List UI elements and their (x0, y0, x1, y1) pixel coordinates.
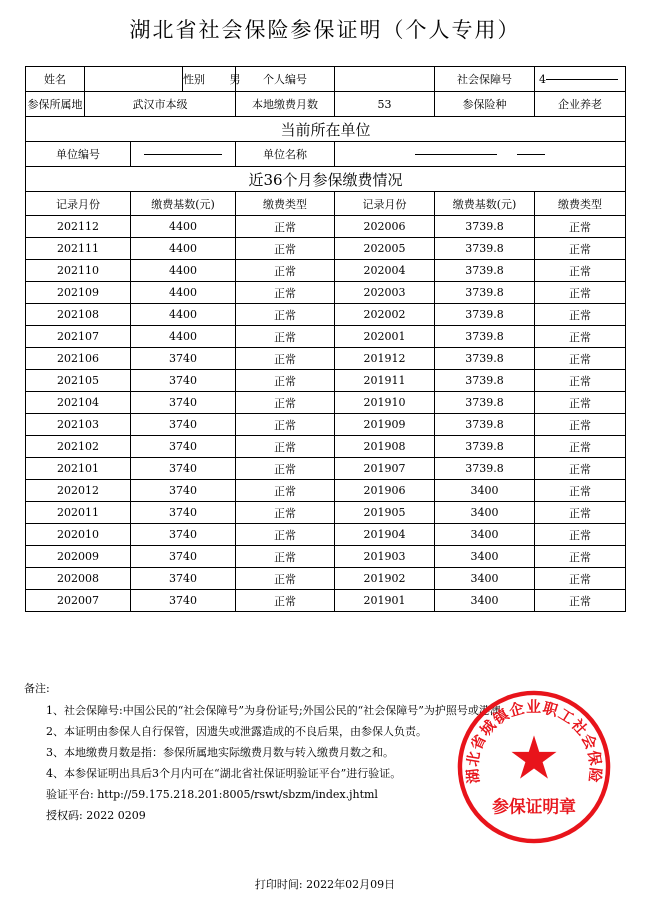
payment-type: 正常 (535, 458, 626, 480)
verify-url: 验证平台: http://59.175.218.201:8005/rswt/sbzm/index.jhtml (46, 788, 378, 801)
record-month: 201905 (335, 502, 435, 524)
name-value (85, 67, 183, 92)
record-month: 201906 (335, 480, 435, 502)
payment-type: 正常 (535, 524, 626, 546)
base-amount: 3400 (435, 568, 535, 590)
payment-type: 正常 (236, 568, 335, 590)
history-section-row (26, 167, 626, 192)
note-line: 1、社会保障号:中国公民的“社会保障号”为身份证号;外国公民的“社会保障号”为护照号或港澳 (46, 704, 501, 717)
record-month: 202107 (26, 326, 131, 348)
record-month: 202108 (26, 304, 131, 326)
record-month: 202007 (26, 590, 131, 612)
base-amount: 4400 (131, 238, 236, 260)
base-amount: 3739.8 (435, 436, 535, 458)
payment-type: 正常 (535, 326, 626, 348)
table-row (26, 260, 626, 282)
payment-type: 正常 (535, 414, 626, 436)
record-month: 201912 (335, 348, 435, 370)
base-amount: 3739.8 (435, 414, 535, 436)
payment-type: 正常 (236, 524, 335, 546)
gender-label: 性别 男 (183, 67, 236, 92)
record-month: 201904 (335, 524, 435, 546)
months-value: 53 (335, 92, 435, 117)
payment-type: 正常 (535, 546, 626, 568)
base-amount: 3740 (131, 502, 236, 524)
payment-type: 正常 (535, 568, 626, 590)
base-amount: 3740 (131, 458, 236, 480)
official-seal (455, 688, 613, 846)
payment-type: 正常 (236, 590, 335, 612)
record-month: 201908 (335, 436, 435, 458)
table-row (26, 480, 626, 502)
payment-type: 正常 (535, 590, 626, 612)
payment-type: 正常 (535, 348, 626, 370)
table-row (26, 282, 626, 304)
name-label: 姓名 (26, 67, 85, 92)
record-month: 202105 (26, 370, 131, 392)
table-row (26, 304, 626, 326)
payment-type: 正常 (535, 216, 626, 238)
record-month: 202104 (26, 392, 131, 414)
base-amount: 4400 (131, 304, 236, 326)
record-month: 202009 (26, 546, 131, 568)
base-amount: 4400 (131, 326, 236, 348)
record-month: 202112 (26, 216, 131, 238)
ss-no-label: 社会保障号 (435, 67, 535, 92)
payment-type: 正常 (236, 348, 335, 370)
payment-type: 正常 (236, 436, 335, 458)
document-title: 湖北省社会保险参保证明（个人专用） (129, 18, 521, 42)
record-month: 202006 (335, 216, 435, 238)
payment-type: 正常 (535, 260, 626, 282)
payment-type: 正常 (535, 502, 626, 524)
payment-type: 正常 (236, 260, 335, 282)
table-row (26, 370, 626, 392)
base-amount: 3739.8 (435, 370, 535, 392)
info-row-2 (26, 92, 626, 117)
table-row (26, 392, 626, 414)
base-amount: 3740 (131, 370, 236, 392)
payment-type: 正常 (236, 282, 335, 304)
base-amount: 3400 (435, 524, 535, 546)
record-month: 201909 (335, 414, 435, 436)
record-month: 202111 (26, 238, 131, 260)
type-value: 企业养老 (535, 92, 626, 117)
record-month: 202101 (26, 458, 131, 480)
payment-type: 正常 (236, 304, 335, 326)
payment-type: 正常 (535, 480, 626, 502)
base-amount: 3739.8 (435, 260, 535, 282)
base-amount: 3740 (131, 590, 236, 612)
unit-no-value (131, 142, 236, 167)
payment-type: 正常 (535, 436, 626, 458)
record-month: 201907 (335, 458, 435, 480)
base-amount: 3739.8 (435, 326, 535, 348)
payment-type: 正常 (236, 480, 335, 502)
auth-code: 授权码: 2022 0209 (46, 809, 146, 822)
record-month: 202002 (335, 304, 435, 326)
table-row (26, 238, 626, 260)
record-month: 202102 (26, 436, 131, 458)
type-label: 参保险种 (435, 92, 535, 117)
base-amount: 3740 (131, 436, 236, 458)
record-month: 201901 (335, 590, 435, 612)
base-amount: 3400 (435, 546, 535, 568)
col-header: 缴费基数(元) (435, 192, 535, 216)
table-row (26, 590, 626, 612)
ss-no-value: 4 (535, 67, 626, 92)
payment-type: 正常 (236, 502, 335, 524)
payment-type: 正常 (236, 414, 335, 436)
table-row (26, 436, 626, 458)
months-label: 本地缴费月数 (236, 92, 335, 117)
base-amount: 3740 (131, 546, 236, 568)
table-row (26, 458, 626, 480)
base-amount: 3740 (131, 524, 236, 546)
insurance-table (25, 66, 626, 612)
record-month: 201903 (335, 546, 435, 568)
personal-no-value (335, 67, 435, 92)
unit-name-value (335, 142, 626, 167)
base-amount: 3400 (435, 502, 535, 524)
table-row (26, 348, 626, 370)
table-row (26, 524, 626, 546)
unit-section-row (26, 117, 626, 142)
base-amount: 4400 (131, 216, 236, 238)
unit-name-label: 单位名称 (236, 142, 335, 167)
unit-row (26, 142, 626, 167)
record-month: 201902 (335, 568, 435, 590)
base-amount: 3739.8 (435, 304, 535, 326)
note-line: 3、本地缴费月数是指：参保所属地实际缴费月数与转入缴费月数之和。 (46, 746, 394, 759)
base-amount: 3739.8 (435, 282, 535, 304)
personal-no-label: 个人编号 (236, 67, 335, 92)
area-label: 参保所属地 (26, 92, 85, 117)
history-header-row (26, 192, 626, 216)
table-row (26, 216, 626, 238)
col-header: 记录月份 (335, 192, 435, 216)
payment-type: 正常 (535, 238, 626, 260)
unit-section-title: 当前所在单位 (26, 117, 626, 142)
base-amount: 3739.8 (435, 238, 535, 260)
base-amount: 4400 (131, 260, 236, 282)
record-month: 202001 (335, 326, 435, 348)
base-amount: 4400 (131, 282, 236, 304)
payment-type: 正常 (236, 326, 335, 348)
area-value: 武汉市本级 (85, 92, 236, 117)
seal-center-text: 参保证明章 (492, 796, 576, 817)
base-amount: 3740 (131, 568, 236, 590)
table-row (26, 502, 626, 524)
payment-type: 正常 (535, 392, 626, 414)
table-row (26, 326, 626, 348)
record-month: 202004 (335, 260, 435, 282)
record-month: 202106 (26, 348, 131, 370)
payment-type: 正常 (236, 392, 335, 414)
record-month: 202103 (26, 414, 131, 436)
payment-type: 正常 (535, 370, 626, 392)
payment-type: 正常 (236, 216, 335, 238)
info-row-1 (26, 67, 626, 92)
history-rows (26, 216, 626, 612)
payment-type: 正常 (535, 304, 626, 326)
payment-type: 正常 (236, 458, 335, 480)
table-row (26, 414, 626, 436)
col-header: 缴费类型 (236, 192, 335, 216)
record-month: 202010 (26, 524, 131, 546)
payment-type: 正常 (236, 370, 335, 392)
note-line: 2、本证明由参保人自行保管，因遗失或泄露造成的不良后果，由参保人负责。 (46, 725, 427, 738)
payment-type: 正常 (236, 546, 335, 568)
record-month: 202011 (26, 502, 131, 524)
star-icon (511, 735, 556, 778)
col-header: 缴费基数(元) (131, 192, 236, 216)
col-header: 记录月份 (26, 192, 131, 216)
base-amount: 3739.8 (435, 392, 535, 414)
base-amount: 3739.8 (435, 348, 535, 370)
note-line: 4、本参保证明出具后3个月内可在“湖北省社保证明验证平台”进行验证。 (46, 767, 402, 780)
record-month: 202008 (26, 568, 131, 590)
unit-no-label: 单位编号 (26, 142, 131, 167)
record-month: 201910 (335, 392, 435, 414)
history-section-title: 近36个月参保缴费情况 (26, 167, 626, 192)
table-row (26, 568, 626, 590)
record-month: 202109 (26, 282, 131, 304)
base-amount: 3740 (131, 348, 236, 370)
base-amount: 3740 (131, 392, 236, 414)
base-amount: 3739.8 (435, 458, 535, 480)
record-month: 202003 (335, 282, 435, 304)
base-amount: 3400 (435, 480, 535, 502)
record-month: 202110 (26, 260, 131, 282)
record-month: 202012 (26, 480, 131, 502)
record-month: 202005 (335, 238, 435, 260)
base-amount: 3740 (131, 480, 236, 502)
table-row (26, 546, 626, 568)
seal-ring-text: 湖北省城镇企业职工社会保险 (464, 699, 604, 785)
col-header: 缴费类型 (535, 192, 626, 216)
base-amount: 3739.8 (435, 216, 535, 238)
print-time: 打印时间: 2022年02月09日 (254, 878, 396, 891)
base-amount: 3740 (131, 414, 236, 436)
payment-type: 正常 (236, 238, 335, 260)
gender-value: 男 (229, 73, 241, 86)
base-amount: 3400 (435, 590, 535, 612)
record-month: 201911 (335, 370, 435, 392)
payment-type: 正常 (535, 282, 626, 304)
notes-heading: 备注: (24, 682, 50, 695)
